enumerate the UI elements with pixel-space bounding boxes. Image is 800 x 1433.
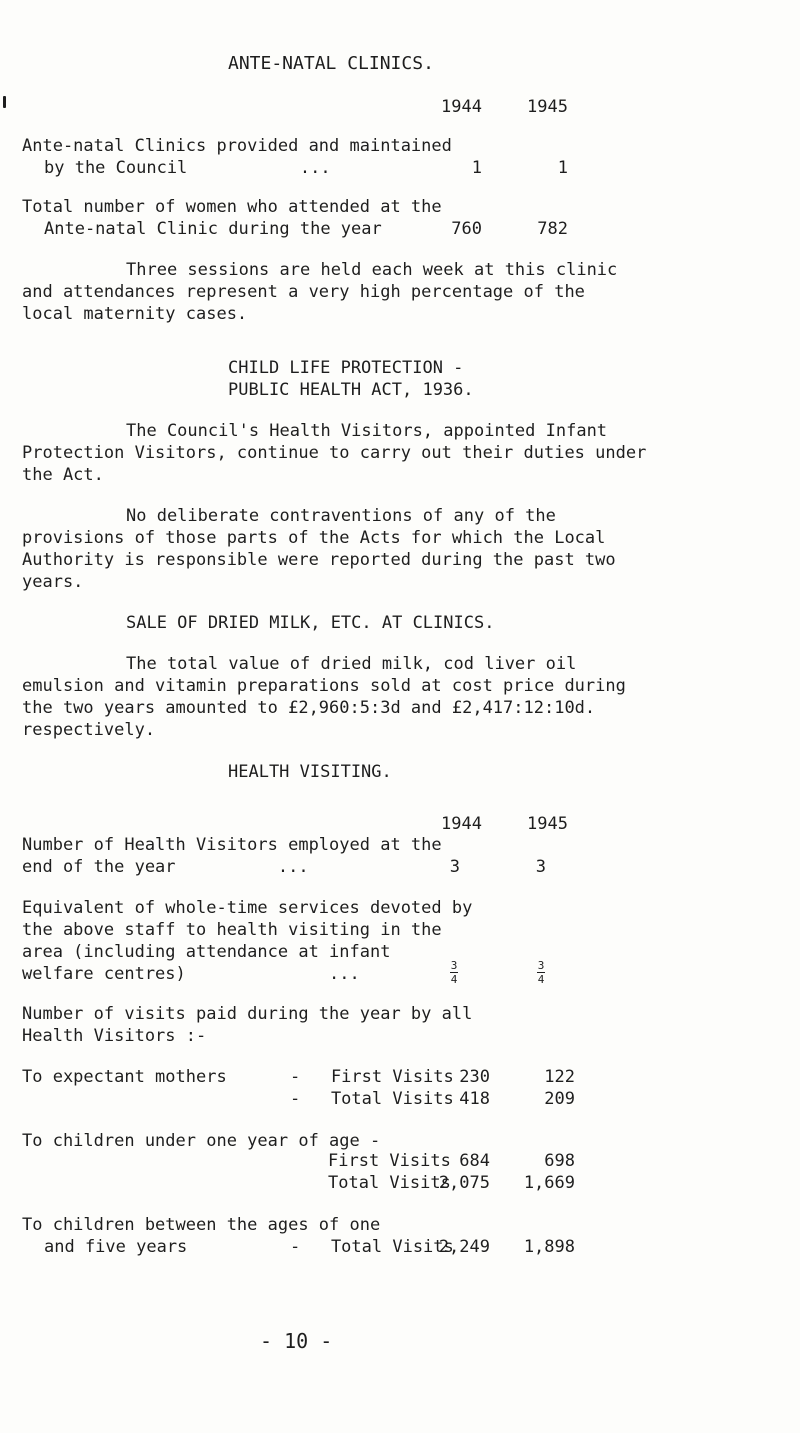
hv-equiv-1944-denominator: 4 [450,973,458,986]
hv-under-one-total-label: Total Visits [328,1173,451,1193]
antenatal-women-1945: 782 [537,219,568,239]
hv-expectant-first-1944: 230 [459,1067,490,1087]
antenatal-clinics-1945: 1 [557,158,568,178]
child-life-para1-line-2: Protection Visitors, continue to carry out their duties under [22,443,647,463]
hv-expectant-first-label: - First Visits [290,1067,454,1087]
antenatal-clinics-label-2: by the Council ... [44,158,331,178]
hv-staff-label-2: end of the year ... [22,857,309,877]
dried-milk-line-2: emulsion and vitamin preparations sold at cost price during [22,676,626,696]
hv-under-one-label: To children under one year of age - [22,1131,381,1151]
hv-year-1944: 1944 [441,814,482,834]
dried-milk-line-1: The total value of dried milk, cod liver oil [126,654,577,674]
hv-one-five-total-label: - Total Visits [290,1237,454,1257]
hv-expectant-total-1945: 209 [544,1089,575,1109]
hv-visits-intro-2: Health Visitors :- [22,1026,207,1046]
hv-under-one-first-1945: 698 [544,1151,575,1171]
dried-milk-line-3: the two years amounted to £2,960:5:3d and £2,417:12:10d. [22,698,596,718]
hv-under-one-first-label: First Visits [328,1151,451,1171]
hv-one-five-total-1945: 1,898 [523,1237,575,1257]
hv-one-five-label-1: To children between the ages of one [22,1215,381,1235]
hv-year-1945: 1945 [527,814,568,834]
hv-equiv-label-4: welfare centres) ... [22,964,360,984]
hv-equiv-label-1: Equivalent of whole-time services devoted by [22,898,473,918]
hv-visits-intro-1: Number of visits paid during the year by all [22,1004,473,1024]
antenatal-note-line-1: Three sessions are held each week at this clinic [126,260,618,280]
antenatal-clinics-label-1: Ante-natal Clinics provided and maintained [22,136,452,156]
child-life-heading-2: PUBLIC HEALTH ACT, 1936. [228,380,474,400]
antenatal-note-line-3: local maternity cases. [22,304,248,324]
dried-milk-heading: SALE OF DRIED MILK, ETC. AT CLINICS. [126,613,495,633]
hv-expectant-total-1944: 418 [459,1089,490,1109]
child-life-para2-line-3: Authority is responsible were reported during the past two [22,550,616,570]
hv-equiv-label-2: the above staff to health visiting in the [22,920,442,940]
antenatal-year-1944: 1944 [441,97,482,117]
dried-milk-line-4: respectively. [22,720,156,740]
hv-one-five-total-1944: 2,249 [438,1237,490,1257]
child-life-para2-line-1: No deliberate contraventions of any of the [126,506,556,526]
hv-under-one-total-1945: 1,669 [523,1173,575,1193]
antenatal-women-1944: 760 [451,219,482,239]
child-life-heading-1: CHILD LIFE PROTECTION - [228,358,464,378]
page-number: - 10 - [260,1329,333,1353]
hv-equiv-label-3: area (including attendance at infant [22,942,391,962]
hv-equiv-1944-numerator: 3 [450,959,458,972]
hv-staff-1944: 3 [449,857,460,877]
hv-equiv-1944-fraction [450,960,458,985]
binding-mark [3,96,6,108]
hv-under-one-first-1944: 684 [459,1151,490,1171]
child-life-para1-line-1: The Council's Health Visitors, appointed Infant [126,421,608,441]
hv-staff-label-1: Number of Health Visitors employed at the [22,835,442,855]
page-title: ANTE-NATAL CLINICS. [228,53,434,74]
antenatal-women-label-1: Total number of women who attended at the [22,197,442,217]
antenatal-women-label-2: Ante-natal Clinic during the year [44,219,382,239]
hv-equiv-1945-numerator: 3 [537,959,545,972]
child-life-para2-line-2: provisions of those parts of the Acts for which the Local [22,528,606,548]
hv-expectant-label: To expectant mothers [22,1067,227,1087]
hv-expectant-first-1945: 122 [544,1067,575,1087]
hv-equiv-1945-denominator: 4 [537,973,545,986]
antenatal-note-line-2: and attendances represent a very high percentage of the [22,282,585,302]
hv-staff-1945: 3 [535,857,546,877]
child-life-para2-line-4: years. [22,572,84,592]
hv-under-one-total-1944: 2,075 [438,1173,490,1193]
child-life-para1-line-3: the Act. [22,465,104,485]
hv-equiv-1945-fraction [537,960,545,985]
health-visiting-heading: HEALTH VISITING. [228,762,392,782]
hv-expectant-total-label: - Total Visits [290,1089,454,1109]
antenatal-clinics-1944: 1 [471,158,482,178]
hv-one-five-label-2: and five years [44,1237,188,1257]
antenatal-year-1945: 1945 [527,97,568,117]
